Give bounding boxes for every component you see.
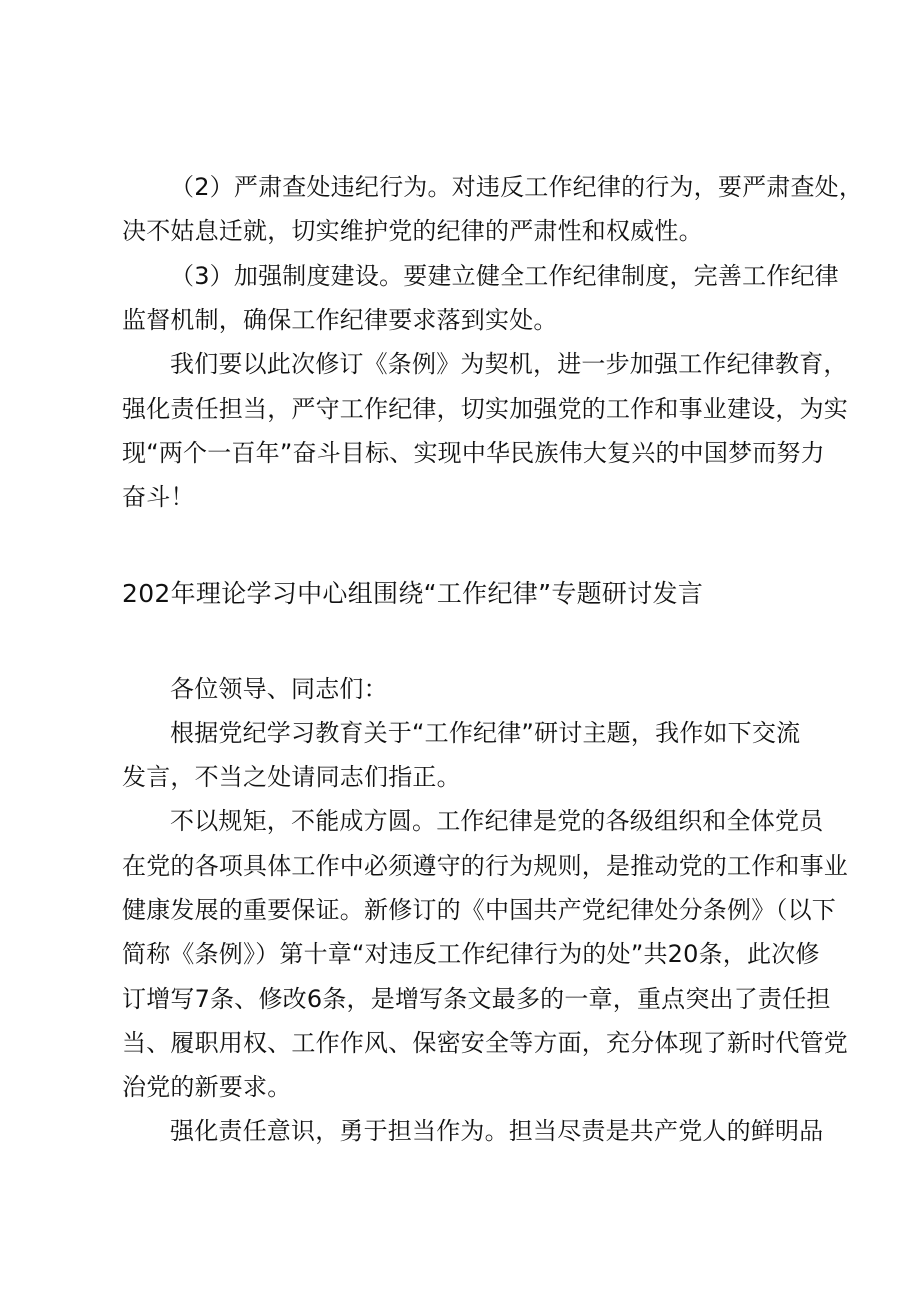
intro-line2: 发言，不当之处请同志们指正。 xyxy=(122,763,461,791)
salutation: 各位领导、同志们： xyxy=(170,675,388,703)
paragraph1-line6: 当、履职用权、工作作风、保密安全等方面，充分体现了新时代管党 xyxy=(122,1029,848,1057)
article-title: 202年理论学习中心组围绕“工作纪律”专题研讨发言 xyxy=(122,579,704,608)
paragraph1-line3: 健康发展的重要保证。新修订的《中国共产党纪律处分条例》（以下 xyxy=(122,896,836,924)
intro-line1: 根据党纪学习教育关于“工作纪律”研讨主题，我作如下交流 xyxy=(170,719,801,747)
paragraph1-line5: 订增写7条、修改6条，是增写条文最多的一章，重点突出了责任担 xyxy=(122,985,831,1013)
closing-line2: 强化责任担当，严守工作纪律，切实加强党的工作和事业建设，为实 xyxy=(122,395,848,423)
item3-line2: 监督机制，确保工作纪律要求落到实处。 xyxy=(122,306,558,334)
closing-line3: 现“两个一百年”奋斗目标、实现中华民族伟大复兴的中国梦而努力 xyxy=(122,439,825,467)
item2-line1: （2）严肃查处违纪行为。对违反工作纪律的行为，要严肃查处， xyxy=(170,173,864,201)
paragraph1-line1: 不以规矩，不能成方圆。工作纪律是党的各级组织和全体党员 xyxy=(170,807,824,835)
item3-line1: （3）加强制度建设。要建立健全工作纪律制度，完善工作纪律 xyxy=(170,262,839,290)
paragraph1-line2: 在党的各项具体工作中必须遵守的行为规则，是推动党的工作和事业 xyxy=(122,852,848,880)
closing-line1: 我们要以此次修订《条例》为契机，进一步加强工作纪律教育， xyxy=(170,350,848,378)
paragraph1-line7: 治党的新要求。 xyxy=(122,1073,292,1101)
paragraph2-line1: 强化责任意识，勇于担当作为。担当尽责是共产党人的鲜明品 xyxy=(170,1117,824,1145)
item2-line2: 决不姑息迁就，切实维护党的纪律的严肃性和权威性。 xyxy=(122,217,703,245)
paragraph1-line4: 简称《条例》）第十章“对违反工作纪律行为的处”共20条，此次修 xyxy=(122,940,820,968)
closing-line4: 奋斗！ xyxy=(122,483,195,511)
